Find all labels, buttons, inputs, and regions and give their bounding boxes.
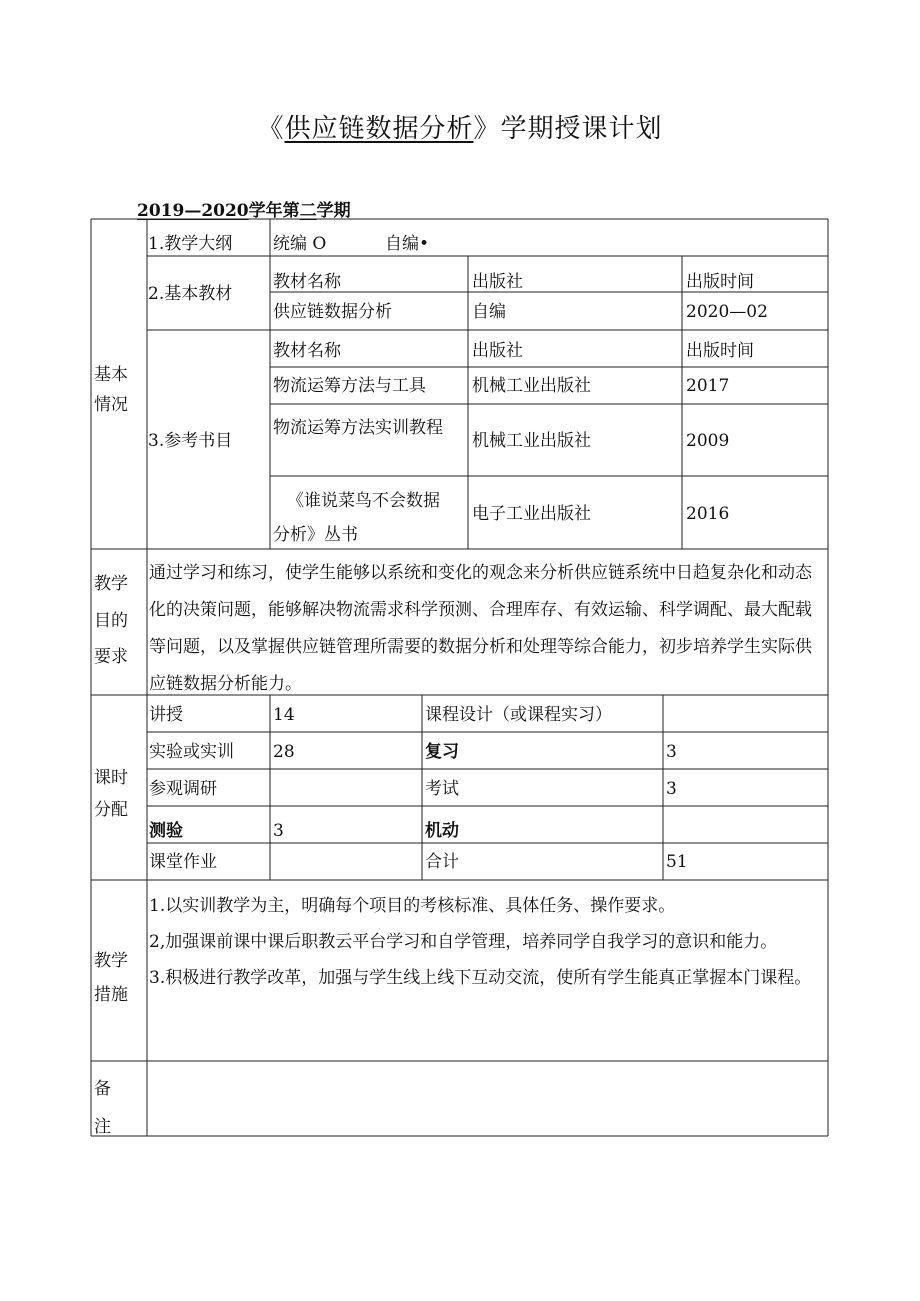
textbook-header-name: 教材名称 [273, 272, 341, 292]
ref-1-name: 物流运筹方法与工具 [273, 376, 426, 396]
section-label-goals-3: 要求 [94, 647, 128, 667]
hours-row-5-key: 课堂作业 [149, 852, 217, 872]
ref-3-year: 2016 [686, 504, 730, 524]
section-label-hours-2: 分配 [94, 800, 128, 820]
section-label-basic-1: 基本 [94, 365, 128, 385]
hours-row-5-key2: 合计 [425, 852, 459, 872]
section-label-remarks [94, 1070, 111, 1146]
syllabus-option-unified[interactable]: 统编 O [273, 234, 327, 254]
term-number: 二 [299, 201, 317, 221]
section-label-remarks-1: 备 [94, 1079, 111, 1099]
textbook-header-date: 出版时间 [686, 272, 754, 292]
ref-2-publisher: 机械工业出版社 [472, 431, 591, 451]
hours-row-2-value: 28 [273, 742, 295, 762]
section-label-measures-1: 教学 [94, 951, 128, 971]
measure-item-3: 3.积极进行教学改革，加强与学生线上线下互动交流，使所有学生能真正掌握本门课程。 [149, 968, 812, 988]
section-label-basic [94, 360, 128, 420]
ref-3-name-line2: 分析》丛书 [273, 525, 358, 545]
section-label-goals-1: 教学 [94, 574, 128, 594]
section-label-measures [94, 944, 128, 1012]
refs-label: 3.参考书目 [148, 431, 233, 451]
term-year: 2019—2020 [137, 201, 249, 221]
ref-2-name: 物流运筹方法实训教程 [273, 418, 443, 438]
section-label-goals-2: 目的 [94, 610, 128, 631]
ref-1-publisher: 机械工业出版社 [472, 376, 591, 396]
hours-row-3-key: 参观调研 [149, 779, 217, 799]
hours-row-2-key: 实验或实训 [149, 742, 234, 762]
hours-row-3-key2: 考试 [425, 779, 459, 799]
hours-row-2-value2: 3 [666, 742, 677, 762]
hours-row-2-key2: 复习 [425, 742, 459, 762]
measures-list [149, 888, 827, 996]
refs-header-name: 教材名称 [273, 341, 341, 361]
section-label-remarks-2: 注 [94, 1117, 111, 1137]
hours-row-1-key: 讲授 [149, 705, 183, 725]
hours-row-5-value2: 51 [666, 852, 688, 872]
textbook-label: 2.基本教材 [148, 284, 233, 304]
section-label-hours [94, 762, 128, 826]
title-open: 《 [257, 114, 285, 144]
ref-2-year: 2009 [686, 431, 730, 451]
measure-item-2: 2,加强课前课中课后职教云平台学习和自学管理，培养同学自我学习的意识和能力。 [149, 932, 778, 952]
hours-row-1-key2: 课程设计（或课程实习） [425, 705, 612, 725]
ref-3-name-line1: 《谁说菜鸟不会数据 [287, 491, 440, 511]
ref-3-publisher: 电子工业出版社 [472, 504, 591, 524]
hours-row-3-value2: 3 [666, 779, 677, 799]
term-end: 学期 [316, 201, 351, 221]
refs-header-publisher: 出版社 [472, 341, 523, 361]
textbook-header-publisher: 出版社 [472, 272, 523, 292]
hours-row-4-key: 测验 [149, 821, 183, 841]
syllabus-label: 1.教学大纲 [148, 234, 233, 254]
textbook-name: 供应链数据分析 [273, 302, 392, 322]
section-label-hours-1: 课时 [94, 768, 128, 788]
refs-header-date: 出版时间 [686, 341, 754, 361]
textbook-date: 2020—02 [686, 302, 768, 322]
hours-row-1-value: 14 [273, 705, 295, 725]
ref-1-year: 2017 [686, 376, 730, 396]
section-label-goals [94, 566, 128, 676]
hours-row-4-key2: 机动 [425, 821, 459, 841]
section-label-basic-2: 情况 [94, 395, 128, 415]
goals-text: 通过学习和练习，使学生能够以系统和变化的观念来分析供应链系统中日趋复杂化和动态化的决策问题，能够解决物流需求科学预测、合理库存、有效运输、科学调配、最大配载等问题，以及掌握供应链管理所需要的数据分析和处理等综合能力，初步培养学生实际供应链数据分析能力。 [149, 563, 812, 694]
measure-item-1: 1.以实训教学为主，明确每个项目的考核标准、具体任务、操作要求。 [149, 896, 676, 916]
section-label-measures-2: 措施 [94, 985, 128, 1005]
textbook-publisher: 自编 [472, 302, 506, 322]
title-course-name: 供应链数据分析 [284, 114, 474, 144]
hours-row-4-value: 3 [273, 821, 284, 841]
term-mid: 学年第 [248, 201, 300, 221]
syllabus-option-self[interactable]: 自编• [385, 234, 430, 254]
title-close: 》学期授课计划 [473, 114, 663, 144]
